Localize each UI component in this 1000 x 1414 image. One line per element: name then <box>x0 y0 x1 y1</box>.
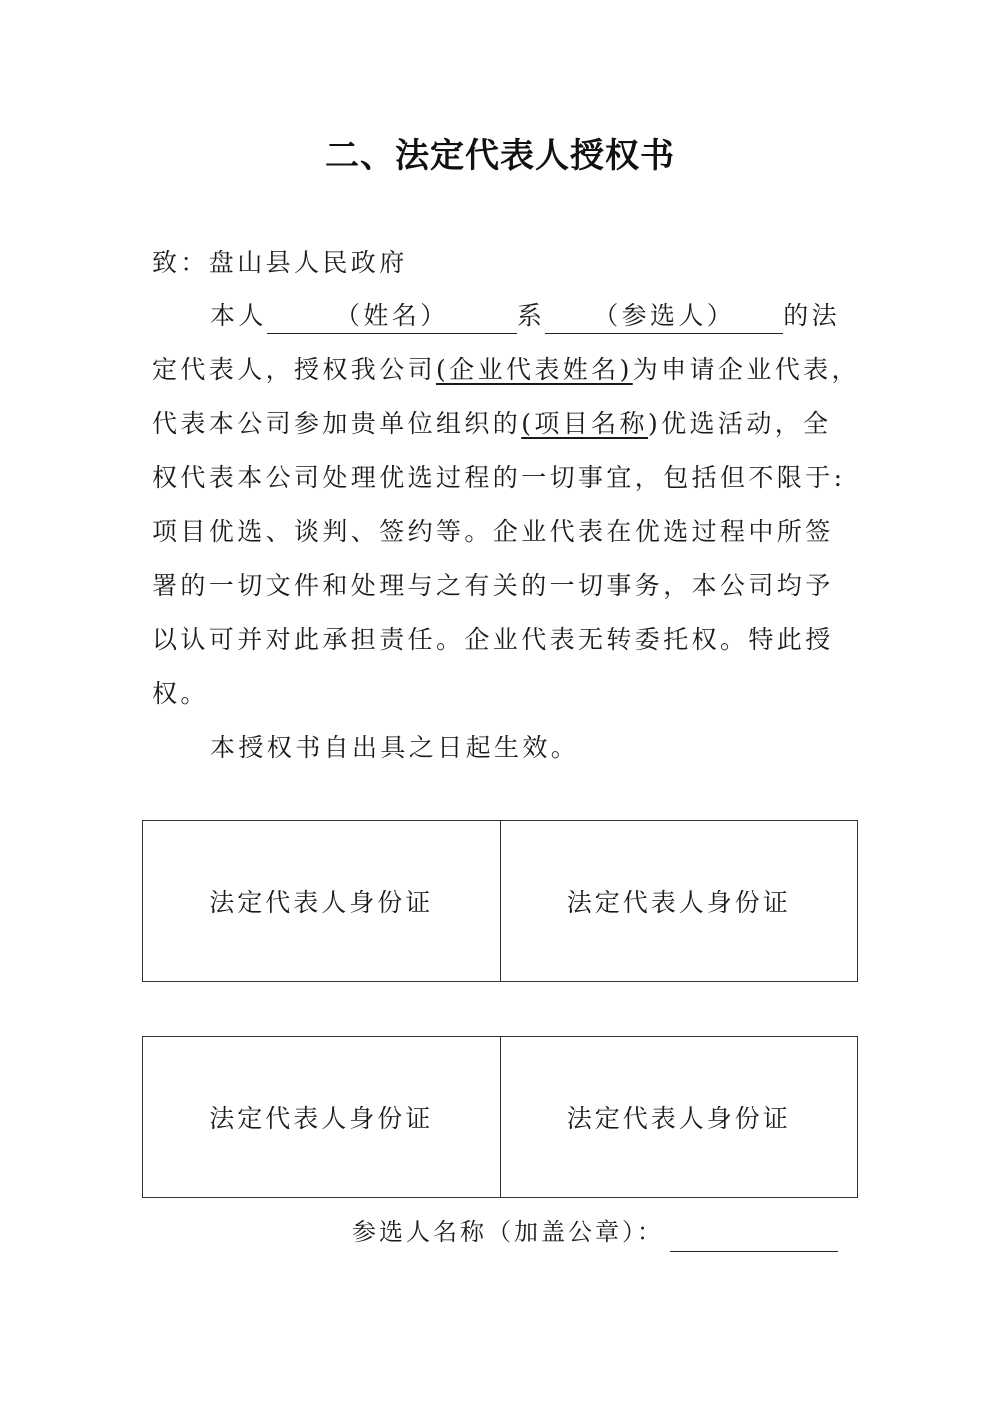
text-fragment: 为申请企业代表， <box>632 355 860 384</box>
rep-name-field: (企业代表姓名) <box>436 355 633 384</box>
text-fragment: 代表本公司参加贵单位组织的 <box>152 409 522 438</box>
para1-line1 <box>210 296 852 336</box>
name-blank: （姓名） <box>267 299 517 334</box>
para1-line4: 权代表本公司处理优选过程的一切事宜，包括但不限于: <box>152 463 846 492</box>
para1-line8: 权。 <box>152 679 209 708</box>
text-fragment: 系 <box>516 301 546 330</box>
text-fragment: 的法 <box>783 301 841 330</box>
signature-label: 参选人名称（加盖公章）： <box>352 1218 664 1246</box>
para1-line7: 以认可并对此承担责任。企业代表无转委托权。特此授 <box>152 625 834 654</box>
effective-statement: 本授权书自出具之日起生效。 <box>210 733 580 762</box>
id-card-row-2 <box>142 1036 858 1198</box>
text-fragment: 定代表人，授权我公司 <box>152 355 437 384</box>
document-title: 二、法定代表人授权书 <box>325 136 675 176</box>
para1-line5: 项目优选、谈判、签约等。企业代表在优选过程中所签 <box>152 517 834 546</box>
project-name-field: (项目名称 <box>521 409 648 438</box>
addressee: 致：盘山县人民政府 <box>152 248 408 277</box>
para1-line3 <box>152 404 852 444</box>
id-card-box: 法定代表人身份证 <box>209 1104 434 1133</box>
para1-line2 <box>152 350 860 390</box>
id-card-box: 法定代表人身份证 <box>500 1037 858 1197</box>
signature-line <box>352 1212 838 1252</box>
id-card-box: 法定代表人身份证 <box>500 821 858 981</box>
text-fragment: )优选活动，全 <box>647 409 832 438</box>
party-blank: （参选人） <box>545 299 783 334</box>
para1-line6: 署的一切文件和处理与之有关的一切事务，本公司均予 <box>152 571 834 600</box>
id-card-box: 法定代表人身份证 <box>209 888 434 917</box>
signature-blank[interactable] <box>670 1221 838 1252</box>
text-fragment: 本人 <box>210 301 267 330</box>
id-card-row-1 <box>142 820 858 982</box>
